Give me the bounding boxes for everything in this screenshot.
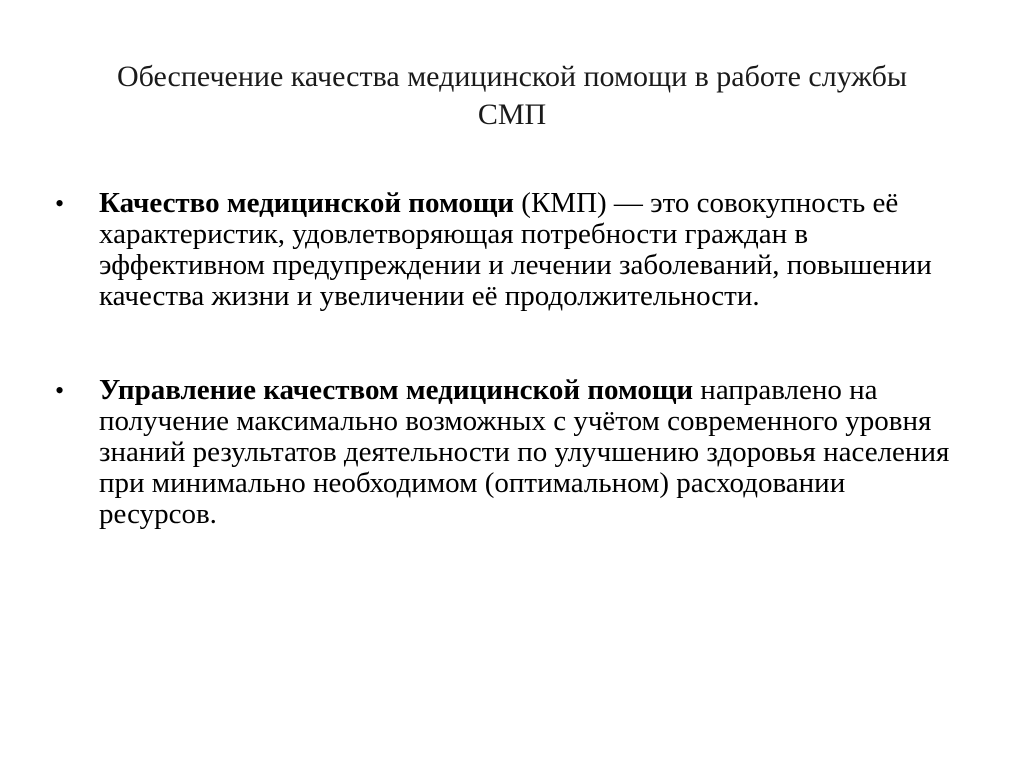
bullet-marker: • [55, 189, 65, 218]
bullet-text: (КМП) — это совокупность её характеристик, удовлетворяющая потребности граждан в эффективном предупреждении и лечении заболеваний, повышении качества жизни и увеличении её продолжительности. [99, 187, 932, 312]
bullet-item-quality-management [55, 375, 955, 530]
bullet-marker: • [55, 376, 65, 405]
bullet-list [55, 188, 955, 530]
bullet-text: направлено на получение максимально возможных с учётом современного уровня знаний результатов деятельности по улучшению здоровья населения при минимально необходимом (оптимальном) расходовании ресурсов. [99, 374, 950, 530]
bullet-term: Качество медицинской помощи [99, 187, 515, 219]
bullet-term: Управление качеством медицинской помощи [99, 374, 694, 406]
bullet-item-kmp-definition [55, 188, 955, 312]
slide-title: Обеспечение качества медицинской помощи в работе службы СМП [116, 60, 908, 131]
